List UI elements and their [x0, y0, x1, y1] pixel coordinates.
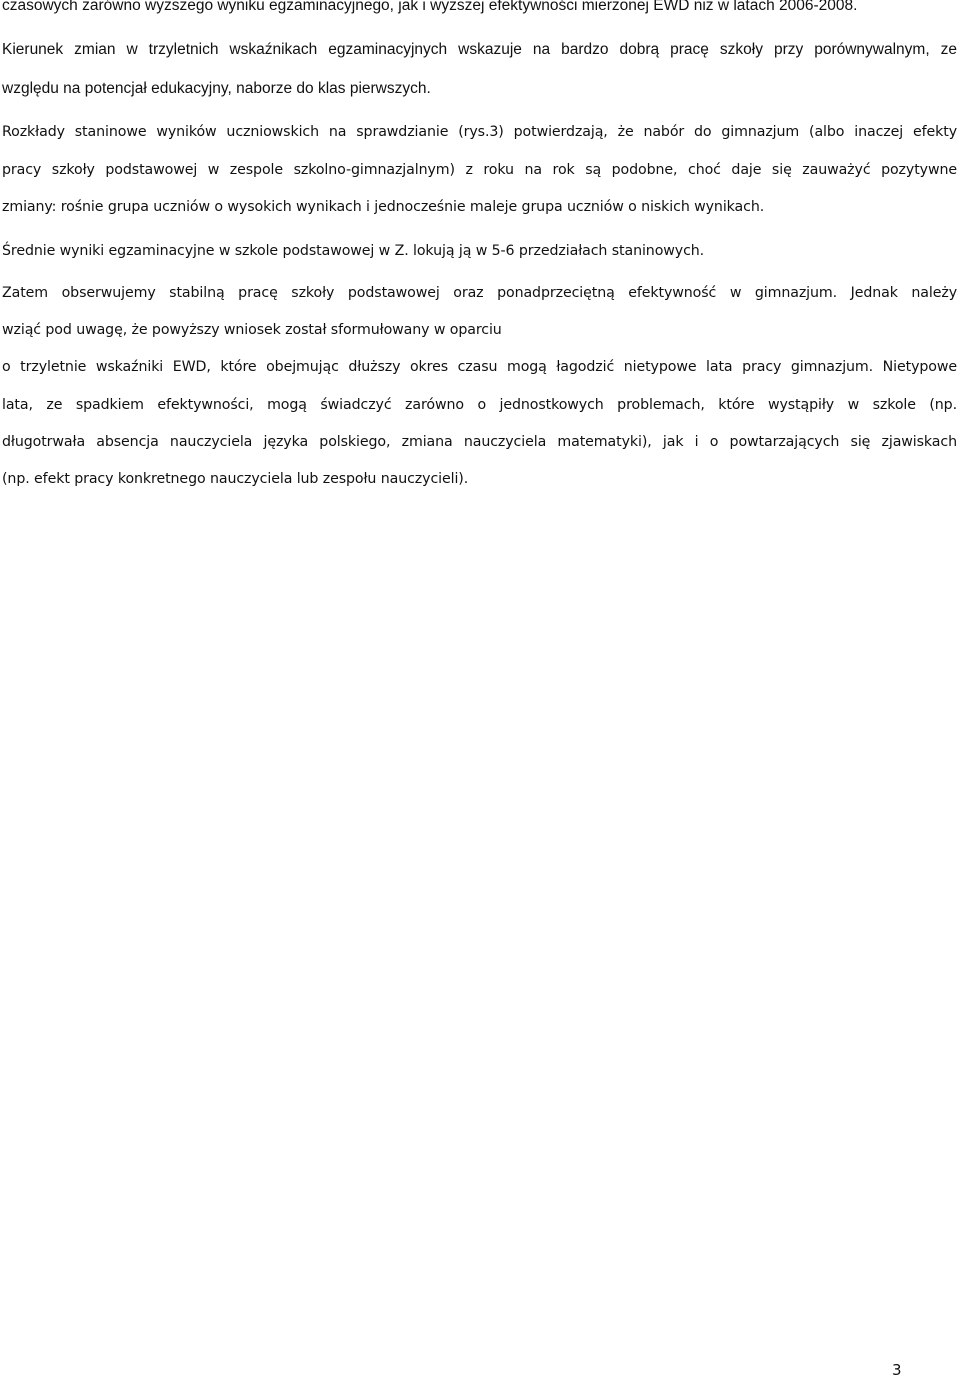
text-line: Rozkłady staninowe wyników uczniowskich na sprawdzianie (rys.3) potwierdzają, że nabór do gimnazjum (albo inaczej efekty [2, 124, 957, 140]
text-line: Zatem obserwujemy stabilną pracę szkoły podstawowej oraz ponadprzeciętną efektywność w gimnazjum. Jednak należy [2, 285, 957, 301]
text-line: wziąć pod uwagę, że powyższy wniosek został sformułowany w oparciu [2, 322, 502, 338]
text-line: lata, ze spadkiem efektywności, mogą świadczyć zarówno o jednostkowych problemach, które wystąpiły w szkole (np. [2, 397, 957, 413]
text-line: Średnie wyniki egzaminacyjne w szkole podstawowej w Z. lokują ją w 5-6 przedziałach staninowych. [2, 243, 705, 259]
text-line: (np. efekt pracy konkretnego nauczyciela lub zespołu nauczycieli). [2, 471, 469, 487]
text-line: względu na potencjał edukacyjny, naborze do klas pierwszych. [2, 80, 431, 97]
page-number: 3 [892, 1361, 902, 1379]
text-line: długotrwała absencja nauczyciela języka polskiego, zmiana nauczyciela matematyki), jak i o powtarzających się zjawiskach [2, 434, 957, 450]
text-line: czasowych zarówno wyższego wyniku egzaminacyjnego, jak i wyższej efektywności mierzonej EWD niż w latach 2006-2008. [2, 0, 858, 14]
text-line: o trzyletnie wskaźniki EWD, które obejmując dłuższy okres czasu mogą łagodzić nietypowe lata pracy gimnazjum. Nietypowe [2, 359, 957, 375]
text-line: pracy szkoły podstawowej w zespole szkolno-gimnazjalnym) z roku na rok są podobne, choć daje się zauważyć pozytywne [2, 162, 957, 178]
text-line: Kierunek zmian w trzyletnich wskaźnikach egzaminacyjnych wskazuje na bardzo dobrą pracę szkoły przy porównywalnym, ze [2, 41, 957, 58]
text-line: zmiany: rośnie grupa uczniów o wysokich wynikach i jednocześnie maleje grupa uczniów o niskich wynikach. [2, 199, 765, 215]
